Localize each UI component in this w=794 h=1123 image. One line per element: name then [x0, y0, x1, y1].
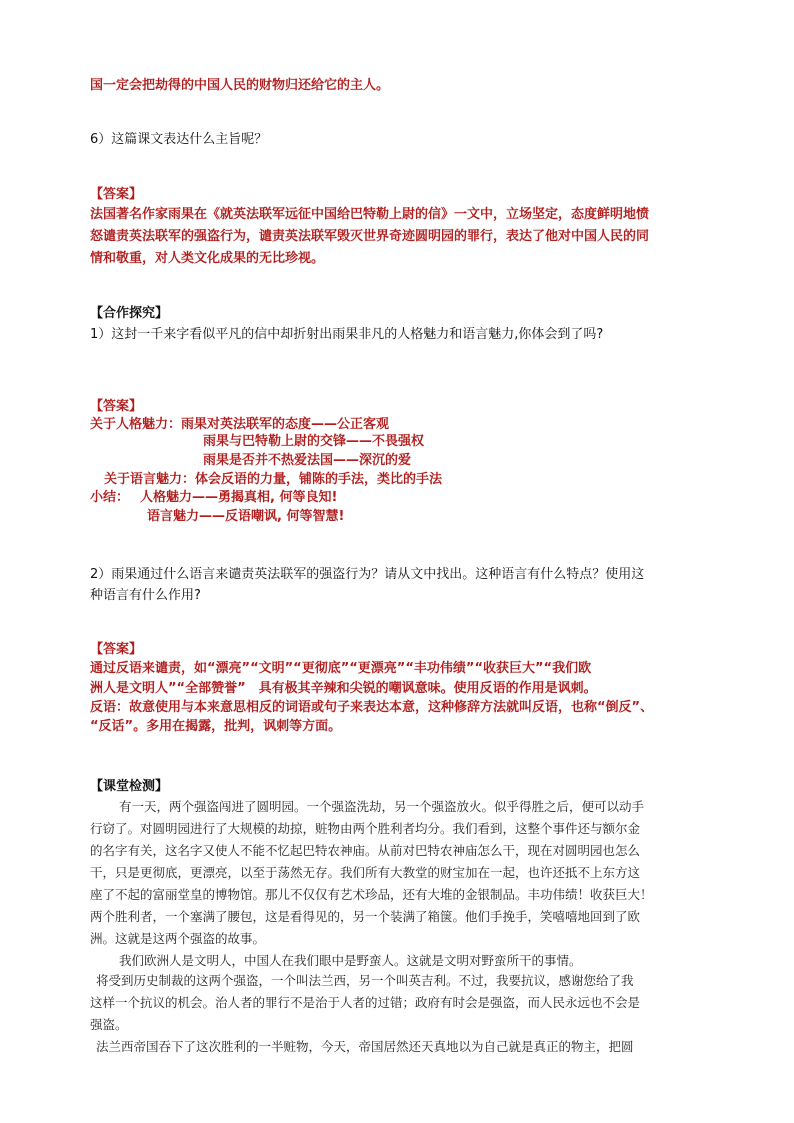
- passage-line: 的名字有关，这名字又使人不能不忆起巴特农神庙。从前对巴特农神庙怎么干，现在对圆明园也怎么: [90, 843, 641, 858]
- answer-label: 【答案】: [90, 642, 143, 657]
- answer-text: 反语：故意使用与本来意思相反的词语或句子来表达本意，这种修辞方法就叫反语，也称“倒反”、: [90, 700, 654, 715]
- answer-text: 情和敬重，对人类文化成果的无比珍视。: [90, 251, 325, 266]
- answer-summary: 语言魅力——反语嘲讽, 何等智慧!: [147, 509, 345, 524]
- question-6: 6）这篇课文表达什么主旨呢？: [90, 132, 268, 147]
- cooperative-question-2: 种语言有什么作用?: [90, 588, 201, 603]
- answer-text: 关于语言魅力：体会反语的力量，铺陈的手法，类比的手法: [104, 472, 443, 487]
- passage-line: 洲。这就是这两个强盗的故事。: [90, 931, 266, 946]
- answer-text: “反话”。多用在揭露，批判，讽刺等方面。: [90, 719, 342, 734]
- answer-text: 雨果与巴特勒上尉的交锋——不畏强权: [203, 434, 425, 449]
- passage-line: 干，只是更彻底，更漂亮，以至于荡然无存。我们所有大教堂的财宝加在一起，也许还抵不上东方这: [90, 865, 641, 880]
- answer-text: 通过反语来谴责，如“漂亮”“文明”“更彻底”“更漂亮”“丰功伟绩”“收获巨大”“我们欧: [90, 661, 592, 676]
- answer-text: 洲人是文明人”“全部赞誉” 具有极其辛辣和尖锐的嘲讽意味。使用反语的作用是讽刺。: [90, 681, 597, 696]
- passage-line: 行窃了。对圆明园进行了大规模的劫掠，赃物由两个胜利者均分。我们看到，这整个事件还与额尔金: [90, 821, 641, 836]
- passage-line: 座了不起的富丽堂皇的博物馆。那儿不仅仅有艺术珍品，还有大堆的金银制品。丰功伟绩！收获巨大！: [90, 887, 653, 902]
- passage-line: 这样一个抗议的机会。治人者的罪行不是治于人者的过错；政府有时会是强盗，而人民永远也不会是: [90, 995, 641, 1010]
- answer-continuation: 国一定会把劫得的中国人民的财物归还给它的主人。: [90, 78, 390, 93]
- answer-label: 【答案】: [90, 399, 143, 414]
- answer-text: 怒谴责英法联军的强盗行为，谴责英法联军毁灭世界奇迹圆明园的罪行，表达了他对中国人民的同: [90, 229, 650, 244]
- passage-line: 将受到历史制裁的这两个强盗，一个叫法兰西，另一个叫英吉利。不过，我要抗议，感谢您给了我: [96, 973, 634, 988]
- answer-text: 雨果是否并不热爱法国——深沉的爱: [203, 453, 412, 468]
- passage-line: 两个胜利者，一个塞满了腰包，这是看得见的，另一个装满了箱箧。他们手挽手，笑嘻嘻地回到了欧: [90, 909, 641, 924]
- passage-line: 法兰西帝国吞下了这次胜利的一半赃物，今天，帝国居然还天真地以为自己就是真正的物主，把圆: [96, 1039, 634, 1054]
- passage-line: 我们欧洲人是文明人，中国人在我们眼中是野蛮人。这就是文明对野蛮所干的事情。: [119, 953, 582, 968]
- section-title-class-check: 【课堂检测】: [90, 779, 169, 794]
- cooperative-question-1: 1）这封一千来字看似平凡的信中却折射出雨果非凡的人格魅力和语言魅力,你体会到了吗?: [90, 327, 604, 342]
- section-title-cooperative: 【合作探究】: [90, 306, 169, 321]
- passage-line: 强盗。: [90, 1017, 128, 1032]
- answer-label: 【答案】: [90, 187, 143, 202]
- answer-text: 关于人格魅力：雨果对英法联军的态度——公正客观: [90, 417, 390, 432]
- passage-line: 有一天，两个强盗闯进了圆明园。一个强盗洗劫，另一个强盗放火。似乎得胜之后，便可以动手: [119, 799, 645, 814]
- cooperative-question-2: 2）雨果通过什么语言来谴责英法联军的强盗行为？请从文中找出。这种语言有什么特点？使用这: [90, 567, 645, 582]
- answer-text: 法国著名作家雨果在《就英法联军远征中国给巴特勒上尉的信》一文中，立场坚定，态度鲜明地愤: [90, 207, 650, 222]
- answer-summary: 小结： 人格魅力——勇揭真相, 何等良知!: [90, 490, 338, 505]
